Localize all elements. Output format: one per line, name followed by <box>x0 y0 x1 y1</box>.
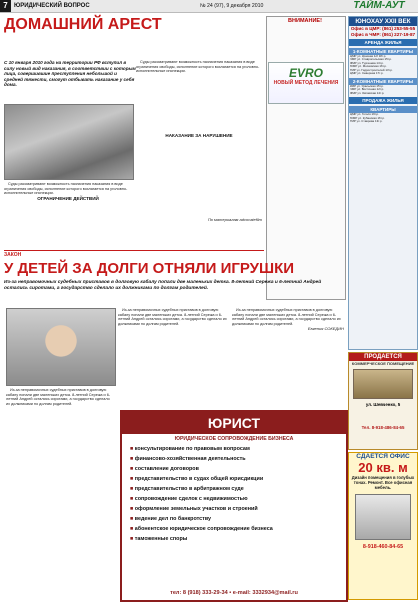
section-title: ЮРИДИЧЕСКИЙ ВОПРОС <box>14 3 90 9</box>
realty-row: ЧМР ул. Ставропольская 15т.р. <box>350 57 392 62</box>
article1-subhead-1: ОГРАНИЧЕНИЕ ДЕЙСТВИЙ <box>37 195 99 201</box>
evro-subtitle: НОВЫЙ МЕТОД ЛЕЧЕНИЯ <box>273 80 339 86</box>
article1-column-1 <box>4 182 132 246</box>
realty-office-2: Офис в ЧМР: (861) 227-19-87 <box>350 31 416 37</box>
attention-heading: ВНИМАНИЕ! <box>288 18 322 24</box>
list-item: ■ консультирование по правовым вопросам <box>130 444 346 454</box>
article1-author: По материалам advocatefilm <box>207 217 262 223</box>
rent-ad-size: 20 кв. м <box>358 460 408 475</box>
section-divider <box>4 250 264 251</box>
list-item: ■ таможенные споры <box>130 534 346 544</box>
lawyer-services-list <box>130 444 346 544</box>
realty-rows-3 <box>349 113 417 123</box>
realty-row: ЮМР ул. Московская 16т.р. <box>350 64 387 69</box>
lawyer-ad <box>120 410 348 602</box>
realty-row: КМР ул. Уральская 15т.р. <box>350 84 384 88</box>
issue-info: № 24 (97), 9 декабря 2010 <box>200 3 264 9</box>
article2-lead: Из-за неправомочных судебных приставов в долговую кабалу попали две маленьких детка. 8-летний Сережа и 6-летний Андрей остались сиротами, а государство сделало их должниками по долгам родителей. <box>4 280 322 291</box>
list-item: ■ финансово-хозяйственная деятельность <box>130 454 346 464</box>
lawyer-ad-phone: тел: 8 (918) 333-29-34 • e-mail: 3332934@mail.ru <box>170 590 298 596</box>
lawyer-ad-subtitle: ЮРИДИЧЕСКОЕ СОПРОВОЖДЕНИЕ БИЗНЕСА <box>174 436 294 442</box>
article1-column-2 <box>136 60 262 246</box>
evro-ad <box>268 62 344 104</box>
rent-ad-text: Дизайн помещения в голубых тонах. Ремонт. Все офисная мебель. <box>351 475 415 490</box>
realty-band-1room: 1-КОМНАТНЫЕ КВАРТИРЫ <box>349 48 417 55</box>
sale-ad <box>348 352 418 450</box>
lawyer-ad-title: ЮРИСТ <box>122 412 346 434</box>
realty-band-sale: ПРОДАЖА ЖИЛЬЯ <box>349 97 417 104</box>
sale-ad-title: ПРОДАЕТСЯ <box>349 353 417 361</box>
article1-subhead-2: НАКАЗАНИЕ ЗА НАРУШЕНИЕ <box>165 132 233 138</box>
article2-column-2 <box>118 308 228 406</box>
realty-rows-1 <box>349 55 417 76</box>
article2-headline: У ДЕТЕЙ ЗА ДОЛГИ ОТНЯЛИ ИГРУШКИ <box>4 260 295 277</box>
list-item: ■ представительство в судах общей юрисдикции <box>130 474 346 484</box>
article1-photo <box>4 104 134 180</box>
list-item: ■ представительство в арбитражном суде <box>130 484 346 494</box>
article1-headline: ДОМАШНИЙ АРЕСТ <box>4 16 162 33</box>
rent-ad-phone: 8-918-460-84-65 <box>362 544 404 550</box>
realty-row: ЦМР ул. Северная 17т.р. <box>350 71 384 76</box>
realty-ad <box>348 16 418 350</box>
list-item: ■ абонентское юридическое сопровождение бизнеса <box>130 524 346 534</box>
page-number: 7 <box>0 0 11 12</box>
article1-para: Суды рассматривают возможность назначения наказания в виде ограничения свободы, исполнение которого возлагается на уголовно-исполнительные инспекции. <box>4 182 128 196</box>
realty-band-rent: АРЕНДА ЖИЛЬЯ <box>349 39 417 46</box>
realty-ad-title: ЮНОХАУ XXII ВЕК <box>349 17 417 26</box>
rent-ad-photo <box>355 494 411 540</box>
article2-author: Евгения СОКЕДИН <box>307 326 344 332</box>
sale-ad-address: ул. Шевченко, 5 <box>365 402 401 407</box>
realty-rows-2 <box>349 85 417 95</box>
realty-row: ЧМР ул. Восточная 12т.р. <box>350 87 385 92</box>
list-item: ■ составление договоров <box>130 464 346 474</box>
article1-lead: С 10 января 2010 года на территории РФ вступил в силу новый вид наказания, в соответствии с которым лица, совершившие преступления небольшой и средней тяжести, смогут отбывать наказание у себя дома. <box>4 60 136 88</box>
realty-row: ГМР ул. Гидростроителей 13т.р. <box>350 67 393 72</box>
sale-ad-photo <box>353 369 413 399</box>
realty-band-2room: 2-КОМНАТНЫЕ КВАРТИРЫ <box>349 78 417 85</box>
realty-row: ЮМР ул. Кубанская 16т.р. <box>350 115 385 120</box>
list-item: ■ ведение дел по банкротству <box>130 514 346 524</box>
article2-photo <box>6 308 116 386</box>
sale-ad-phone: Тел. 8-918-486-84-65 <box>361 425 405 430</box>
realty-office-1: Офис в ЦМР: (861) 253-55-55 <box>350 26 416 31</box>
list-item: ■ сопровождение сделок с недвижимостью <box>130 494 346 504</box>
article2-tag: ЗАКОН <box>4 252 22 258</box>
article2-para: Из-за неправомочных судебных приставов в долговую кабалу попали две маленьких детка. 8-летний Сережа и 6-летний Андрей остались сиротами, а государство сделало их должниками по долгам родителей. <box>232 308 341 326</box>
rent-ad <box>348 452 418 600</box>
realty-row: ГМР ул. Ставрова 13т.р. <box>350 118 383 123</box>
article2-column-1 <box>6 388 114 594</box>
evro-logo: EVRO <box>288 66 323 80</box>
article1-para: Суды рассматривают возможность назначения наказания в виде ограничения свободы, исполнение которого возлагается на уголовно-исполнительные инспекции. <box>136 60 260 74</box>
sidebar-ad-block <box>266 16 346 300</box>
list-item: ■ оформление земельных участков и строений <box>130 504 346 514</box>
sale-ad-subtitle: КОММЕРЧЕСКОЕ ПОМЕЩЕНИЕ <box>351 361 415 366</box>
newspaper-logo: ТАЙМ-АУТ <box>353 0 405 11</box>
realty-row: ФМР ул. Зиповская 14т.р. <box>350 90 385 95</box>
article2-column-3 <box>232 308 344 406</box>
realty-row: ЦМР ул. Гоголя 19т.р. <box>350 113 379 117</box>
realty-row: ЦМР ул. Красная 1/2 18т.р. <box>350 55 387 58</box>
article2-para: Из-за неправомочных судебных приставов в долговую кабалу попали две маленьких детка. 8-летний Сережа и 6-летний Андрей остались сиротами, а государство сделало их должниками по долгам родителей. <box>118 308 227 326</box>
article2-para: Из-за неправомочных судебных приставов в долговую кабалу попали две маленьких детка. 8-летний Сережа и 6-летний Андрей остались сиротами, а государство сделало их должниками по долгам родителей. <box>6 388 111 406</box>
realty-row: ФМР ул. Тургенева 14т.р. <box>350 60 384 65</box>
realty-band-flats: КВАРТИРЫ <box>349 106 417 113</box>
rent-ad-title: СДАЕТСЯ ОФИС <box>356 453 410 460</box>
